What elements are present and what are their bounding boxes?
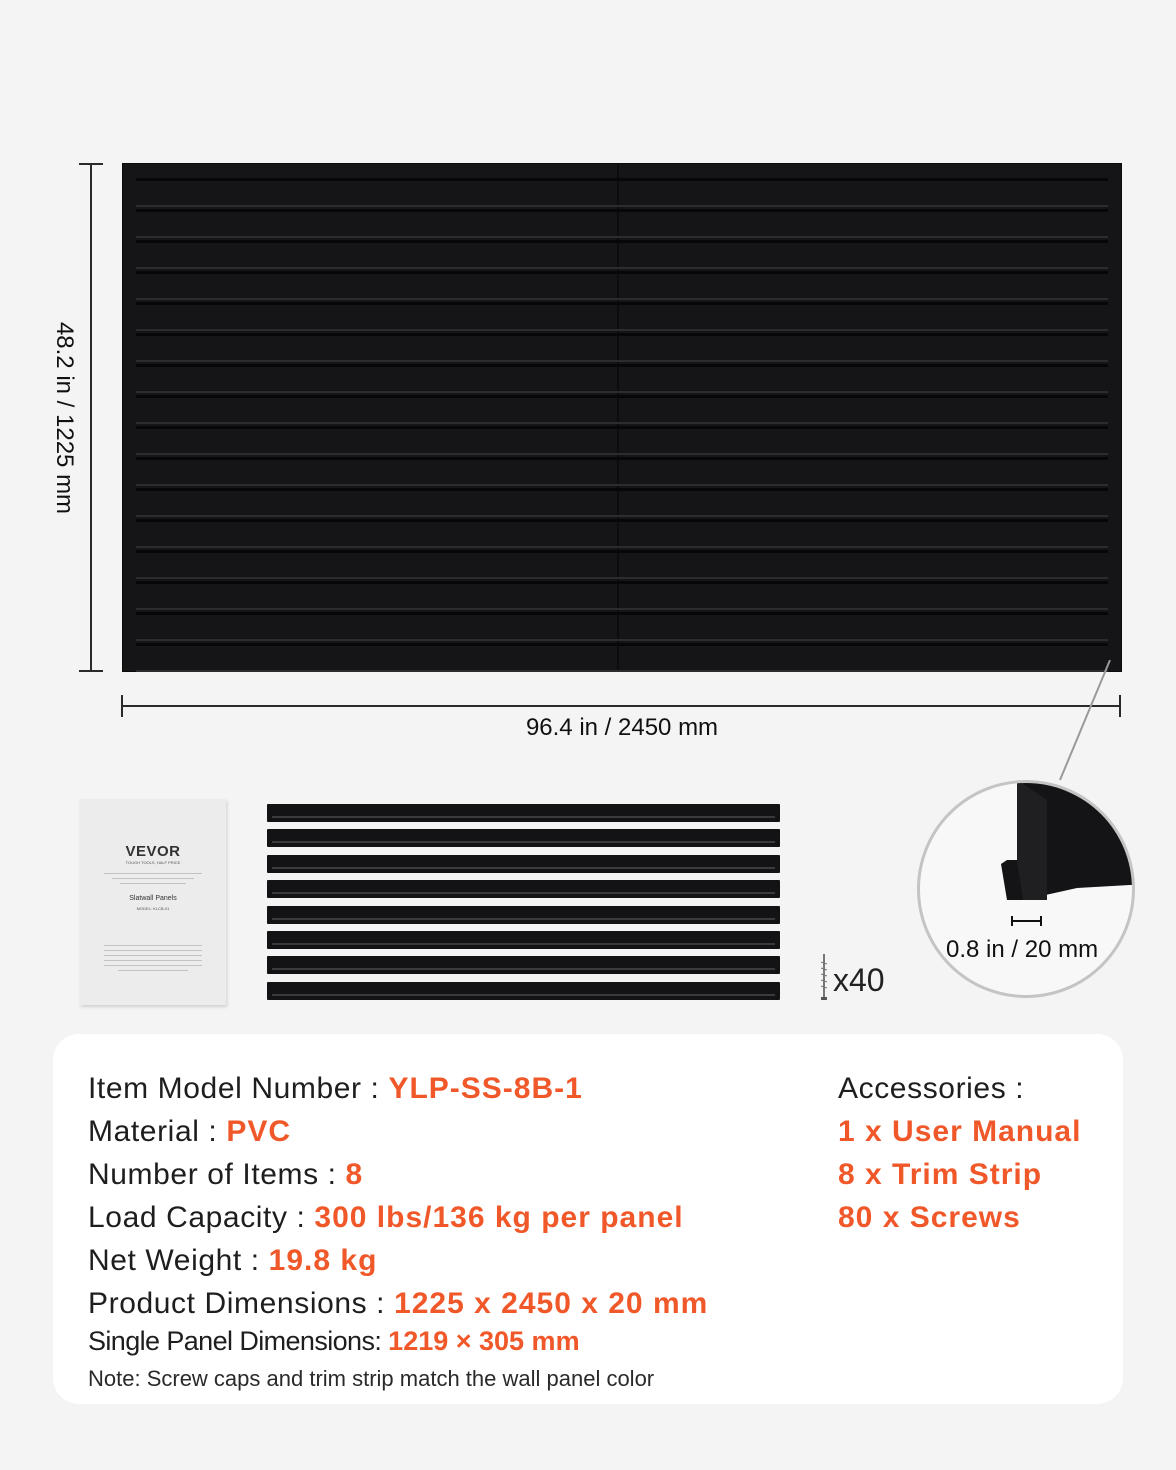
trim-strip <box>267 880 780 898</box>
user-manual-image <box>80 799 226 1005</box>
panel-groove-highlight <box>136 639 1108 641</box>
spec-note: Note: Screw caps and trim strip match the wall panel color <box>88 1366 655 1391</box>
spec-row-material <box>88 1115 291 1149</box>
trim-strip-edge <box>272 994 775 996</box>
panel-groove <box>136 550 1108 553</box>
slat-profile-zoom <box>917 780 1135 998</box>
accessory-item: 80 x Screws <box>838 1201 1021 1234</box>
screw-count-label: x40 <box>833 962 885 998</box>
accessory-item: 8 x Trim Strip <box>838 1158 1043 1191</box>
panel-groove <box>136 488 1108 491</box>
width-dimension-label: 96.4 in / 2450 mm <box>525 714 719 741</box>
trim-strip <box>267 931 780 949</box>
panel-groove-highlight <box>136 422 1108 424</box>
manual-text-line <box>112 878 194 879</box>
trim-strip <box>267 906 780 924</box>
panel-groove <box>136 612 1108 615</box>
panel-groove-highlight <box>136 391 1108 393</box>
width-dimension-line <box>122 705 1121 707</box>
panel-groove <box>136 240 1108 243</box>
manual-text-line <box>120 883 186 884</box>
panel-groove <box>136 581 1108 584</box>
height-dimension-cap-top <box>79 163 103 165</box>
screw-icon <box>820 954 830 1004</box>
spec-row-dimensions <box>88 1287 708 1321</box>
spec-value: 300 lbs/136 kg per panel <box>314 1201 684 1234</box>
manual-text-line <box>104 955 202 956</box>
height-dimension-cap-bottom <box>79 670 103 672</box>
trim-strip-edge <box>272 867 775 869</box>
spec-row-single-panel <box>88 1326 580 1357</box>
trim-strip <box>267 982 780 1000</box>
spec-label: Single Panel Dimensions: <box>88 1326 389 1356</box>
spec-row-model <box>88 1072 583 1106</box>
panel-groove <box>136 643 1108 646</box>
manual-brand-logo: VEVOR <box>125 843 181 860</box>
panel-groove-highlight <box>136 546 1108 548</box>
manual-title: Slatwall Panels <box>129 895 177 902</box>
panel-groove-highlight <box>136 236 1108 238</box>
manual-text-line <box>104 945 202 946</box>
manual-text-line <box>104 960 202 961</box>
manual-text-line <box>104 873 202 874</box>
spec-label: Item Model Number : <box>88 1072 389 1105</box>
panel-groove-highlight <box>136 453 1108 455</box>
spec-value: 1219 × 305 mm <box>388 1326 580 1356</box>
panel-groove <box>136 364 1108 367</box>
panel-groove-highlight <box>136 329 1108 331</box>
panel-groove <box>136 209 1108 212</box>
trim-strip <box>267 956 780 974</box>
spec-label: Material : <box>88 1115 227 1148</box>
width-dimension-cap-right <box>1119 695 1121 717</box>
panel-groove-highlight <box>136 670 1108 672</box>
manual-text-line <box>118 970 188 971</box>
width-dimension-cap-left <box>121 695 123 717</box>
panel-groove <box>136 302 1108 305</box>
trim-strip-edge <box>272 892 775 894</box>
panel-groove <box>136 395 1108 398</box>
manual-model: MODEL: KLCB-01 <box>136 906 170 911</box>
zoom-leader-line <box>1058 660 1118 785</box>
panel-groove <box>136 271 1108 274</box>
spec-label: Number of Items : <box>88 1158 346 1191</box>
spec-label: Net Weight : <box>88 1244 269 1277</box>
trim-strip <box>267 855 780 873</box>
panel-groove-highlight <box>136 205 1108 207</box>
spec-value: YLP-SS-8B-1 <box>388 1072 583 1105</box>
panel-groove-highlight <box>136 298 1108 300</box>
manual-text-line <box>104 950 202 951</box>
panel-groove-highlight <box>136 484 1108 486</box>
trim-strip-edge <box>272 816 775 818</box>
spec-value: 19.8 kg <box>268 1244 378 1277</box>
manual-tagline: TOUGH TOOLS, HALF PRICE <box>125 860 181 865</box>
spec-row-weight <box>88 1244 377 1278</box>
height-dimension-label: 48.2 in / 1225 mm <box>51 321 78 515</box>
trim-strip-edge <box>272 918 775 920</box>
spec-value: PVC <box>226 1115 291 1148</box>
panel-groove <box>136 519 1108 522</box>
trim-strip <box>267 804 780 822</box>
slat-profile-icon <box>917 780 1135 998</box>
trim-strip-edge <box>272 841 775 843</box>
spec-label: Product Dimensions : <box>88 1287 395 1320</box>
spec-row-items <box>88 1158 363 1192</box>
panel-groove <box>136 178 1108 181</box>
trim-strip <box>267 829 780 847</box>
panel-groove-highlight <box>136 577 1108 579</box>
accessories-heading: Accessories : <box>838 1072 1025 1105</box>
panel-groove-highlight <box>136 515 1108 517</box>
depth-dimension-label: 0.8 in / 20 mm <box>946 936 1099 963</box>
manual-text-line <box>104 965 202 966</box>
panel-groove <box>136 333 1108 336</box>
trim-strip-edge <box>272 943 775 945</box>
height-dimension-line <box>90 163 92 672</box>
panel-groove-highlight <box>136 267 1108 269</box>
spec-value: 8 <box>345 1158 364 1191</box>
spec-row-load <box>88 1201 684 1235</box>
spec-label: Load Capacity : <box>88 1201 315 1234</box>
panel-groove <box>136 426 1108 429</box>
spec-value: 1225 x 2450 x 20 mm <box>394 1287 709 1320</box>
panel-groove <box>136 457 1108 460</box>
trim-strip-edge <box>272 968 775 970</box>
panel-groove-highlight <box>136 608 1108 610</box>
panel-groove-highlight <box>136 360 1108 362</box>
accessory-item: 1 x User Manual <box>838 1115 1082 1148</box>
